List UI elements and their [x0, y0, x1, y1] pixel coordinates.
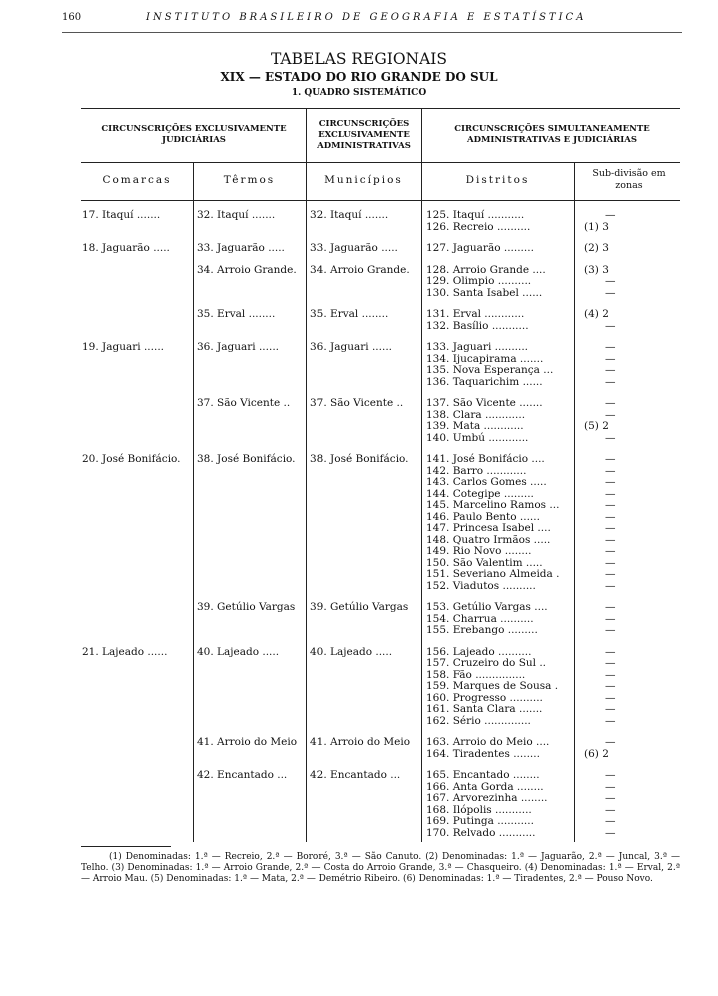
distrito-cell: 163. Arroio do Meio ....	[426, 736, 550, 748]
subdivisao-cell: —	[605, 612, 616, 625]
subdivisao-cell: —	[605, 352, 616, 365]
termo-cell: 33. Jaguarão .....	[197, 242, 285, 254]
municipio-cell: 37. São Vicente ..	[310, 397, 404, 409]
header-rule	[62, 32, 682, 33]
comarca-cell: 21. Lajeado ......	[82, 645, 168, 658]
subdivisao-cell: (2) 3	[584, 242, 609, 254]
distrito-cell: 158. Fão ...............	[426, 668, 526, 681]
column-divider	[421, 108, 422, 842]
header-divider	[81, 162, 680, 163]
distrito-cell: 149. Rio Novo ........	[426, 545, 532, 557]
distrito-cell: 141. José Bonifácio ....	[426, 453, 545, 465]
column-header-termos: Têrmos	[223, 174, 276, 186]
comarca-cell: 18. Jaguarão .....	[82, 242, 170, 254]
municipio-cell: 35. Erval ........	[310, 308, 389, 320]
group-header-judiciarias: CIRCUNSCRIÇÕES EXCLUSIVAMENTE JUDICIÁRIAS	[101, 124, 287, 145]
subdivisao-cell: —	[605, 286, 616, 299]
distrito-cell: 125. Itaquí ...........	[426, 209, 525, 221]
distrito-cell: 170. Relvado ...........	[426, 826, 536, 839]
distrito-cell: 165. Encantado ........	[426, 769, 540, 781]
distrito-cell: 132. Basílio ...........	[426, 319, 529, 332]
table-header-bottom-rule	[81, 200, 680, 201]
distrito-cell: 144. Cotegipe .........	[426, 487, 534, 500]
termo-cell: 34. Arroio Grande.	[197, 263, 297, 276]
comarca-cell: 20. José Bonifácio.	[82, 453, 181, 465]
distrito-cell: 153. Getúlio Vargas ....	[426, 601, 548, 613]
comarca-cell: 17. Itaquí .......	[82, 209, 161, 221]
distrito-cell: 127. Jaguarão .........	[426, 242, 534, 254]
municipio-cell: 34. Arroio Grande.	[310, 263, 410, 276]
termo-cell: 38. José Bonifácio.	[197, 453, 296, 465]
subdivisao-cell: —	[605, 341, 616, 353]
subdivisao-cell: —	[605, 453, 616, 465]
municipio-cell: 42. Encantado ...	[310, 769, 401, 781]
document-title: TABELAS REGIONAIS	[270, 50, 448, 68]
termo-cell: 40. Lajeado .....	[197, 645, 280, 658]
distrito-cell: 140. Umbú ............	[426, 431, 529, 444]
distrito-cell: 150. São Valentim .....	[426, 556, 543, 569]
distrito-cell: 130. Santa Isabel ......	[426, 286, 543, 299]
subdivisao-cell: —	[605, 510, 616, 523]
termo-cell: 32. Itaquí .......	[197, 209, 276, 221]
distrito-cell: 139. Mata ............	[426, 420, 524, 432]
subdivisao-cell: (1) 3	[584, 220, 609, 233]
subdivisao-cell: —	[605, 545, 616, 557]
distrito-cell: 168. Ilópolis ...........	[426, 803, 532, 816]
distrito-cell: 151. Severiano Almeida .	[426, 568, 560, 580]
column-divider	[306, 108, 307, 842]
subdivisao-cell: —	[605, 668, 616, 681]
distrito-cell: 161. Santa Clara .......	[426, 703, 543, 715]
distrito-cell: 147. Princesa Isabel ....	[426, 522, 551, 534]
subdivisao-cell: —	[605, 499, 616, 511]
distrito-cell: 154. Charrua ..........	[426, 612, 534, 625]
distrito-cell: 169. Putinga ...........	[426, 815, 534, 827]
subdivisao-cell: (4) 2	[584, 308, 609, 320]
distrito-cell: 135. Nova Esperança ...	[426, 364, 554, 376]
distrito-cell: 138. Clara ............	[426, 408, 526, 421]
municipio-cell: 41. Arroio do Meio	[310, 736, 411, 748]
distrito-cell: 136. Taquarichim ......	[426, 375, 543, 388]
municipio-cell: 39. Getúlio Vargas	[310, 601, 409, 613]
subdivisao-cell: —	[605, 275, 616, 287]
municipio-cell: 33. Jaguarão .....	[310, 242, 398, 254]
termo-cell: 41. Arroio do Meio	[197, 736, 298, 748]
termo-cell: 35. Erval ........	[197, 308, 276, 320]
subdivisao-cell: —	[605, 431, 616, 444]
distrito-cell: 131. Erval ............	[426, 308, 525, 320]
subdivisao-cell: —	[605, 624, 616, 636]
distrito-cell: 157. Cruzeiro do Sul ..	[426, 657, 547, 669]
subdivisao-cell: —	[605, 556, 616, 569]
subdivisao-cell: —	[605, 736, 616, 748]
footnote-rule	[81, 846, 171, 847]
subdivisao-cell: —	[605, 319, 616, 332]
subdivisao-cell: —	[605, 826, 616, 839]
distrito-cell: 155. Erebango .........	[426, 624, 538, 636]
municipio-cell: 38. José Bonifácio.	[310, 453, 409, 465]
column-header-municipios: Municípios	[324, 174, 403, 186]
footnotes: (1) Denominadas: 1.ª — Recreio, 2.ª — Bororé, 3.ª — São Canuto. (2) Denominadas: 1.ª — Jaguarão, 2.ª — Juncal, 3.ª — Telho. (3) Denominadas: 1.ª — Arroio Grande, 2.ª — Costa do Arroio Grande, 3.ª — Chasqueiro. (4) Denominadas: 1.ª — Erval, 2.ª — Arroio Mau. (5) Denominadas: 1.ª — Mata, 2.ª — Demétrio Ribeiro. (6) Denominadas: 1.ª — Tiradentes, 2.ª — Pouso Novo.	[81, 852, 680, 884]
distrito-cell: 129. Olimpio ..........	[426, 275, 532, 287]
distrito-cell: 137. São Vicente .......	[426, 397, 543, 409]
subdivisao-cell: —	[605, 780, 616, 793]
group-header-administrativas: CIRCUNSCRIÇÕES EXCLUSIVAMENTE ADMINISTRATIVAS	[317, 119, 411, 151]
municipio-cell: 36. Jaguari ......	[310, 341, 392, 353]
distrito-cell: 162. Sério ..............	[426, 714, 531, 727]
column-divider	[574, 162, 575, 842]
subdivisao-cell: —	[605, 579, 616, 592]
subdivisao-cell: —	[605, 476, 616, 488]
distrito-cell: 128. Arroio Grande ....	[426, 263, 546, 276]
column-divider	[193, 162, 194, 842]
distrito-cell: 148. Quatro Irmãos .....	[426, 533, 551, 546]
table-top-rule	[81, 108, 680, 109]
distrito-cell: 142. Barro ............	[426, 464, 527, 477]
subdivisao-cell: —	[605, 522, 616, 534]
subdivisao-cell: (3) 3	[584, 263, 609, 276]
column-header-distritos: Distritos	[465, 174, 530, 186]
termo-cell: 37. São Vicente ..	[197, 397, 291, 409]
distrito-cell: 146. Paulo Bento ......	[426, 510, 540, 523]
section-heading: 1. QUADRO SISTEMÁTICO	[291, 88, 427, 98]
column-header-comarcas: Comarcas	[102, 174, 172, 186]
distrito-cell: 145. Marcelino Ramos ...	[426, 499, 560, 511]
subdivisao-cell: —	[605, 375, 616, 388]
subdivisao-cell: —	[605, 464, 616, 477]
termo-cell: 42. Encantado ...	[197, 769, 288, 781]
comarca-cell: 19. Jaguari ......	[82, 341, 164, 353]
subdivisao-cell: (6) 2	[584, 747, 609, 760]
distrito-cell: 126. Recreio ..........	[426, 220, 531, 233]
subdivisao-cell: —	[605, 657, 616, 669]
distrito-cell: 166. Anta Gorda ........	[426, 780, 544, 793]
subdivisao-cell: —	[605, 714, 616, 727]
distrito-cell: 159. Marques de Sousa .	[426, 680, 559, 692]
subdivisao-cell: —	[605, 568, 616, 580]
distrito-cell: 133. Jaguari ..........	[426, 341, 529, 353]
distrito-cell: 167. Arvorezinha ........	[426, 792, 548, 804]
subdivisao-cell: (5) 2	[584, 420, 609, 432]
subdivisao-cell: —	[605, 792, 616, 804]
subdivisao-cell: —	[605, 397, 616, 409]
subdivisao-cell: —	[605, 209, 616, 221]
distrito-cell: 134. Ijucapirama .......	[426, 352, 544, 365]
distrito-cell: 156. Lajeado ..........	[426, 645, 532, 658]
subdivisao-cell: —	[605, 803, 616, 816]
subdivisao-cell: —	[605, 487, 616, 500]
termo-cell: 39. Getúlio Vargas	[197, 601, 296, 613]
distrito-cell: 160. Progresso ..........	[426, 691, 543, 704]
subdivisao-cell: —	[605, 408, 616, 421]
group-header-simultaneas: CIRCUNSCRIÇÕES SIMULTANEAMENTE ADMINISTRATIVAS E JUDICIÁRIAS	[454, 124, 650, 145]
subdivisao-cell: —	[605, 364, 616, 376]
subdivisao-cell: —	[605, 533, 616, 546]
subdivisao-cell: —	[605, 601, 616, 613]
distrito-cell: 152. Viadutos ..........	[426, 579, 536, 592]
distrito-cell: 143. Carlos Gomes .....	[426, 476, 547, 488]
subdivisao-cell: —	[605, 703, 616, 715]
subdivisao-cell: —	[605, 680, 616, 692]
subdivisao-cell: —	[605, 815, 616, 827]
subdivisao-cell: —	[605, 769, 616, 781]
distrito-cell: 164. Tiradentes ........	[426, 747, 540, 760]
subdivisao-cell: —	[605, 691, 616, 704]
municipio-cell: 40. Lajeado .....	[310, 645, 393, 658]
termo-cell: 36. Jaguari ......	[197, 341, 279, 353]
page-number: 160	[62, 12, 82, 23]
subdivisao-cell: —	[605, 645, 616, 658]
column-header-subdivisao: Sub-divisão em zonas	[592, 168, 666, 191]
municipio-cell: 32. Itaquí .......	[310, 209, 389, 221]
document-subtitle: XIX — ESTADO DO RIO GRANDE DO SUL	[220, 70, 498, 84]
running-title: INSTITUTO BRASILEIRO DE GEOGRAFIA E ESTATÍSTICA	[146, 12, 587, 23]
